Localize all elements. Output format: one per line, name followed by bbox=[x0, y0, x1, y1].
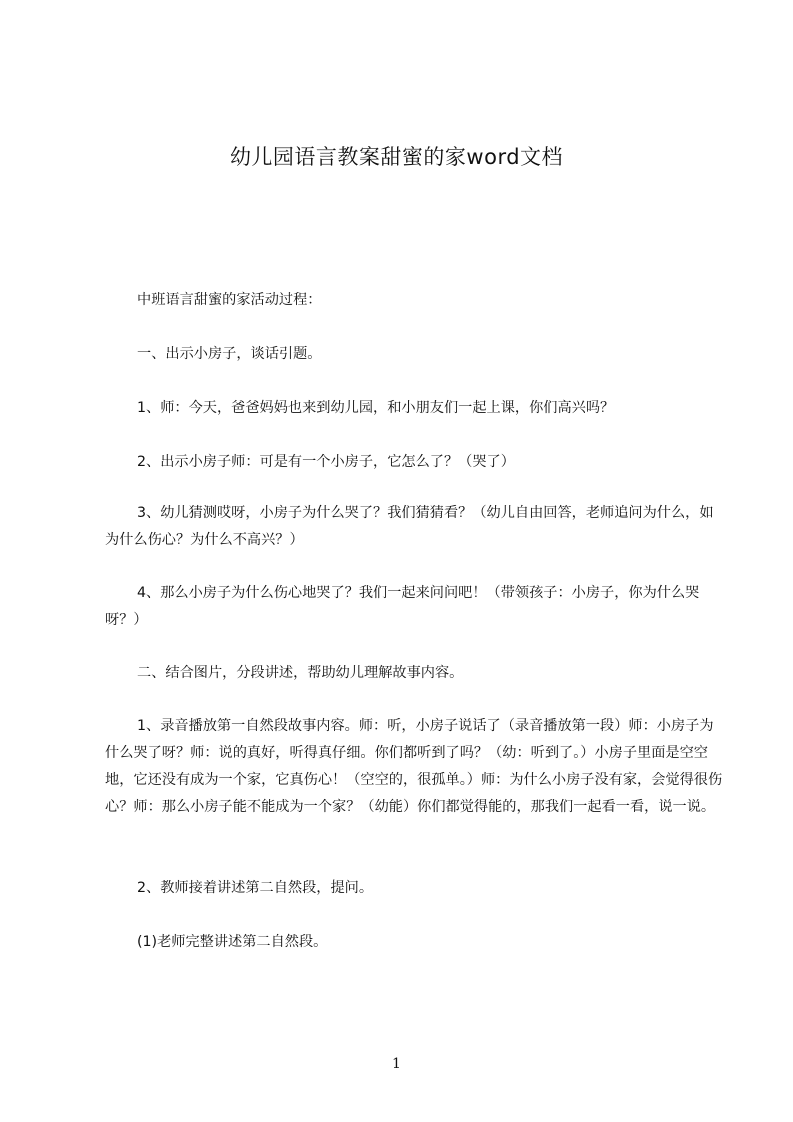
paragraph: 1、录音播放第一自然段故事内容。师：听，小房子说话了（录音播放第一段）师：小房子为什么哭了呀？师：说的真好，听得真仔细。你们都听到了吗？（幼：听到了。）小房子里面是空空地，它还没有成为一个家，它真伤心！（空空的，很孤单。）师：为什么小房子没有家，会觉得很伤心？师：那么小房子能不能成为一个家？（幼能）你们都觉得能的，那我们一起看一看，说一说。 bbox=[105, 718, 723, 815]
paragraph: 2、出示小房子师：可是有一个小房子，它怎么了？（哭了） bbox=[137, 454, 515, 470]
paragraph: 4、那么小房子为什么伤心地哭了？我们一起来问问吧！（带领孩子：小房子，你为什么哭呀？） bbox=[105, 585, 700, 628]
paragraph: 3、幼儿猜测哎呀，小房子为什么哭了？我们猜猜看？（幼儿自由回答，老师追问为什么，如为什么伤心？为什么不高兴？） bbox=[105, 505, 714, 548]
paragraph: 中班语言甜蜜的家活动过程： bbox=[137, 292, 322, 308]
page-number: 1 bbox=[392, 1056, 401, 1072]
paragraph: 一、出示小房子，谈话引题。 bbox=[137, 346, 322, 362]
paragraph: 二、结合图片，分段讲述，帮助幼儿理解故事内容。 bbox=[137, 665, 464, 681]
paragraph: 1、师：今天，爸爸妈妈也来到幼儿园，和小朋友们一起上课，你们高兴吗？ bbox=[137, 400, 615, 416]
paragraph: (1)老师完整讲述第二自然段。 bbox=[137, 934, 328, 950]
document-title: 幼儿园语言教案甜蜜的家word文档 bbox=[229, 145, 564, 169]
paragraph: 2、教师接着讲述第二自然段，提问。 bbox=[137, 880, 374, 896]
